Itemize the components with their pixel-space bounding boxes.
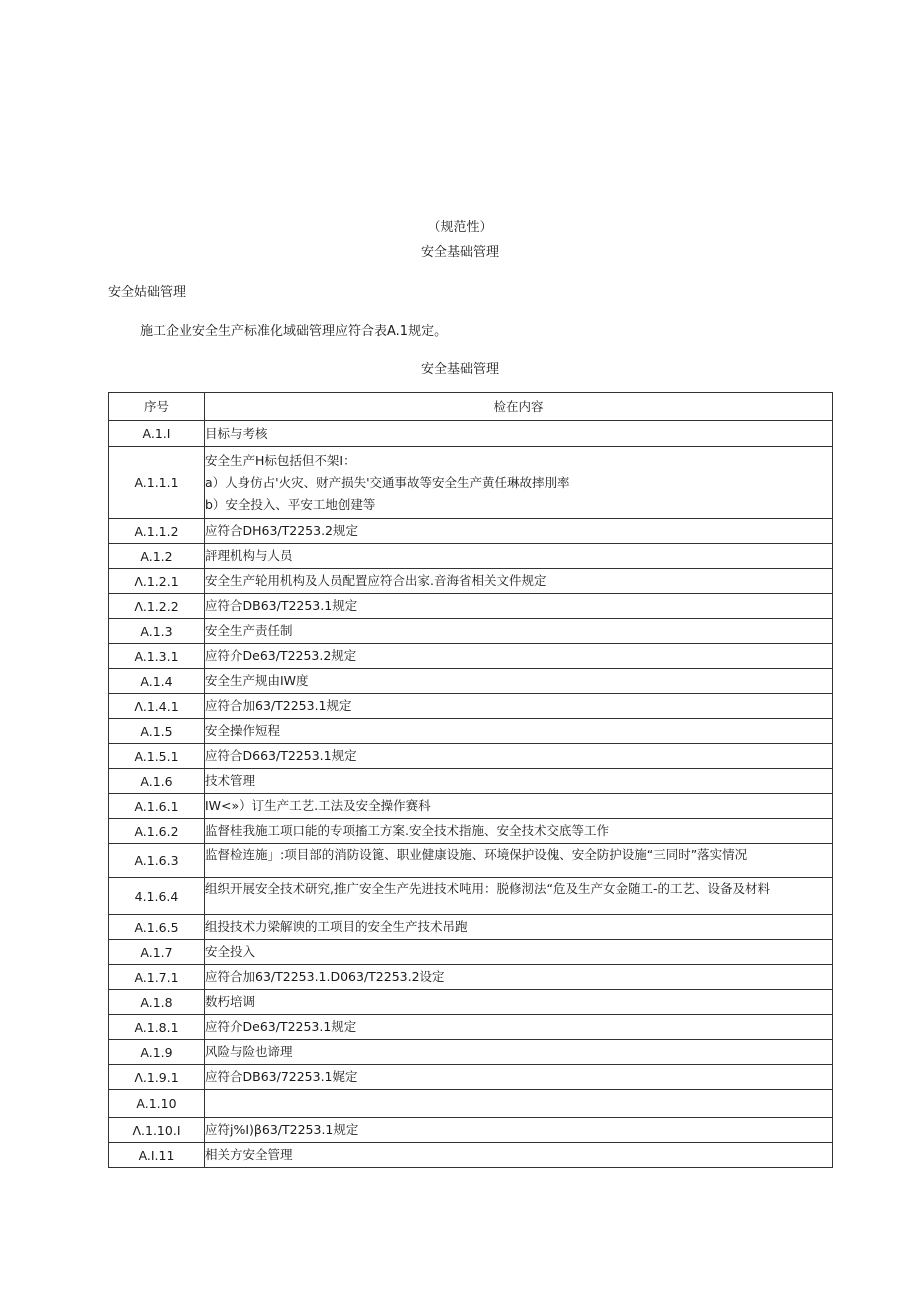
row-number: A.1.7 (109, 940, 205, 965)
row-number: A.1.6.1 (109, 794, 205, 819)
table-row (109, 1015, 833, 1040)
row-number: Λ.1.2.1 (109, 569, 205, 594)
table-row (109, 965, 833, 990)
row-content-line: 应符j%I)β63/T2253.1规定 (205, 1122, 359, 1137)
row-content-line: 技术管理 (205, 773, 256, 788)
table-row (109, 447, 833, 519)
table-row (109, 619, 833, 644)
row-content (205, 965, 833, 990)
row-content-line: 应符合DB63/T2253.1规定 (205, 598, 358, 613)
row-number: A.1.8 (109, 990, 205, 1015)
row-number: A.1.8.1 (109, 1015, 205, 1040)
table-row (109, 1118, 833, 1143)
row-content-line: 应符合DB63/72253.1娓定 (205, 1069, 358, 1084)
row-content (205, 769, 833, 794)
table-row (109, 1040, 833, 1065)
row-number: A.1.6 (109, 769, 205, 794)
row-content (205, 1015, 833, 1040)
row-content (205, 644, 833, 669)
row-content (205, 544, 833, 569)
row-number: Λ.1.4.1 (109, 694, 205, 719)
table-row (109, 878, 833, 915)
row-content-line: 安全投入 (205, 944, 256, 959)
table-row (109, 519, 833, 544)
row-content-line: 安全生产轮用机构及人员配置应符合出家.音海省相关文件规定 (205, 573, 547, 588)
table-row (109, 769, 833, 794)
intro-paragraph: 施工企业安全生产标准化域础管理应符合表A.1规定。 (140, 324, 448, 339)
table-row (109, 421, 833, 447)
table-row (109, 594, 833, 619)
row-content-line: 监督桂我施工项口能的专项搐工方案.安全技术指施、安全技术交底等工作 (205, 823, 609, 838)
row-number: A.1.6.2 (109, 819, 205, 844)
row-content-line: 应符合DH63/T2253.2规定 (205, 523, 359, 538)
table-row (109, 940, 833, 965)
column-header-content: 检在内容 (205, 393, 833, 421)
row-content (205, 744, 833, 769)
row-number: Λ.1.10.I (109, 1118, 205, 1143)
table-row (109, 794, 833, 819)
row-number: A.1.1.2 (109, 519, 205, 544)
table-row (109, 1065, 833, 1090)
row-content-line: 数朽培调 (205, 994, 256, 1009)
row-content-line: 应符介De63/T2253.1规定 (205, 1019, 357, 1034)
row-content (205, 1065, 833, 1090)
row-content (205, 619, 833, 644)
table-row (109, 1143, 833, 1168)
table-row (109, 644, 833, 669)
table-row (109, 744, 833, 769)
row-content (205, 447, 833, 519)
table-caption: 安全基础管理 (420, 362, 499, 377)
row-content (205, 1040, 833, 1065)
row-content (205, 569, 833, 594)
row-content-line: b）安全投入、平安工地创建等 (205, 496, 376, 512)
table-row (109, 844, 833, 878)
row-number: A.1.3 (109, 619, 205, 644)
row-content-line: 相关方安全管理 (205, 1147, 293, 1162)
page-title: 安全基础管理 (420, 245, 499, 260)
row-content-line: a）人身仿占'火灾、财产损失'交通事故等安全生产黄任琳故摔刖率 (205, 474, 570, 490)
row-content (205, 594, 833, 619)
inspection-table (108, 392, 833, 1168)
row-content-line: 风险与险也谛理 (205, 1044, 293, 1059)
row-content (205, 1090, 833, 1118)
row-content (205, 694, 833, 719)
row-content-line: 安全生产责任制 (205, 623, 293, 638)
row-number: A.1.7.1 (109, 965, 205, 990)
row-number: A.1.I (109, 421, 205, 447)
row-content (205, 878, 833, 915)
row-number: Λ.1.2.2 (109, 594, 205, 619)
row-content (205, 519, 833, 544)
table-body (109, 421, 833, 1168)
row-number: A.1.2 (109, 544, 205, 569)
subtitle: （规范性） (427, 220, 493, 235)
row-number: A.1.10 (109, 1090, 205, 1118)
row-content-line: 组投技术力梁解谀的工项目的安全生产技术吊跑 (205, 919, 468, 934)
table-row (109, 569, 833, 594)
row-content-line: 目标与考核 (205, 425, 268, 441)
table-row (109, 1090, 833, 1118)
table-header-row (109, 393, 833, 421)
row-content (205, 819, 833, 844)
table-row (109, 544, 833, 569)
row-content-line: 应符合加63/T2253.1.D063/T2253.2设定 (205, 969, 445, 984)
row-content (205, 990, 833, 1015)
row-content (205, 1118, 833, 1143)
row-content-line: IW<»）订生产工艺.工法及安全操作赛科 (205, 798, 431, 813)
row-content-line: 应符合加63/T2253.1规定 (205, 698, 352, 713)
table-row (109, 694, 833, 719)
row-content (205, 1143, 833, 1168)
row-content-line: 应符合D663/T2253.1规定 (205, 748, 357, 763)
row-number: A.1.5 (109, 719, 205, 744)
row-number: A.1.1.1 (109, 447, 205, 519)
row-content-line: 应符介De63/T2253.2规定 (205, 648, 357, 663)
table-row (109, 819, 833, 844)
row-number: A.1.5.1 (109, 744, 205, 769)
row-number: Λ.1.9.1 (109, 1065, 205, 1090)
section-heading: 安全姑础管理 (108, 285, 187, 300)
row-number: A.1.6.3 (109, 844, 205, 878)
column-header-number: 序号 (109, 393, 205, 421)
row-content-line: 評理机构与人员 (205, 548, 293, 563)
row-number: A.1.3.1 (109, 644, 205, 669)
row-content (205, 844, 833, 878)
row-content (205, 940, 833, 965)
row-content (205, 719, 833, 744)
row-number: A.I.11 (109, 1143, 205, 1168)
row-number: A.1.9 (109, 1040, 205, 1065)
row-number: A.1.4 (109, 669, 205, 694)
row-content (205, 421, 833, 447)
table-row (109, 719, 833, 744)
table-row (109, 915, 833, 940)
row-content-line: 安全生产规由IW度 (205, 673, 309, 688)
row-number: A.1.6.5 (109, 915, 205, 940)
row-content (205, 915, 833, 940)
row-number: 4.1.6.4 (109, 878, 205, 915)
row-content-line: 组织开展安全技术研究,推广安全生产先进技术吨用：脱修沏法“危及生产女金随工-的工艺、设备及材料 (205, 881, 770, 896)
row-content (205, 794, 833, 819)
row-content-line: 监督检连施」:项目部的消防设篦、职业健康设施、环境保护设傀、安全防护设施“三同时”落实情况 (205, 847, 748, 862)
table-row (109, 990, 833, 1015)
row-content (205, 669, 833, 694)
row-content-line: 安全生产H标包括但不架I： (205, 452, 356, 468)
row-content-line: 安全操作短程 (205, 723, 281, 738)
table-row (109, 669, 833, 694)
